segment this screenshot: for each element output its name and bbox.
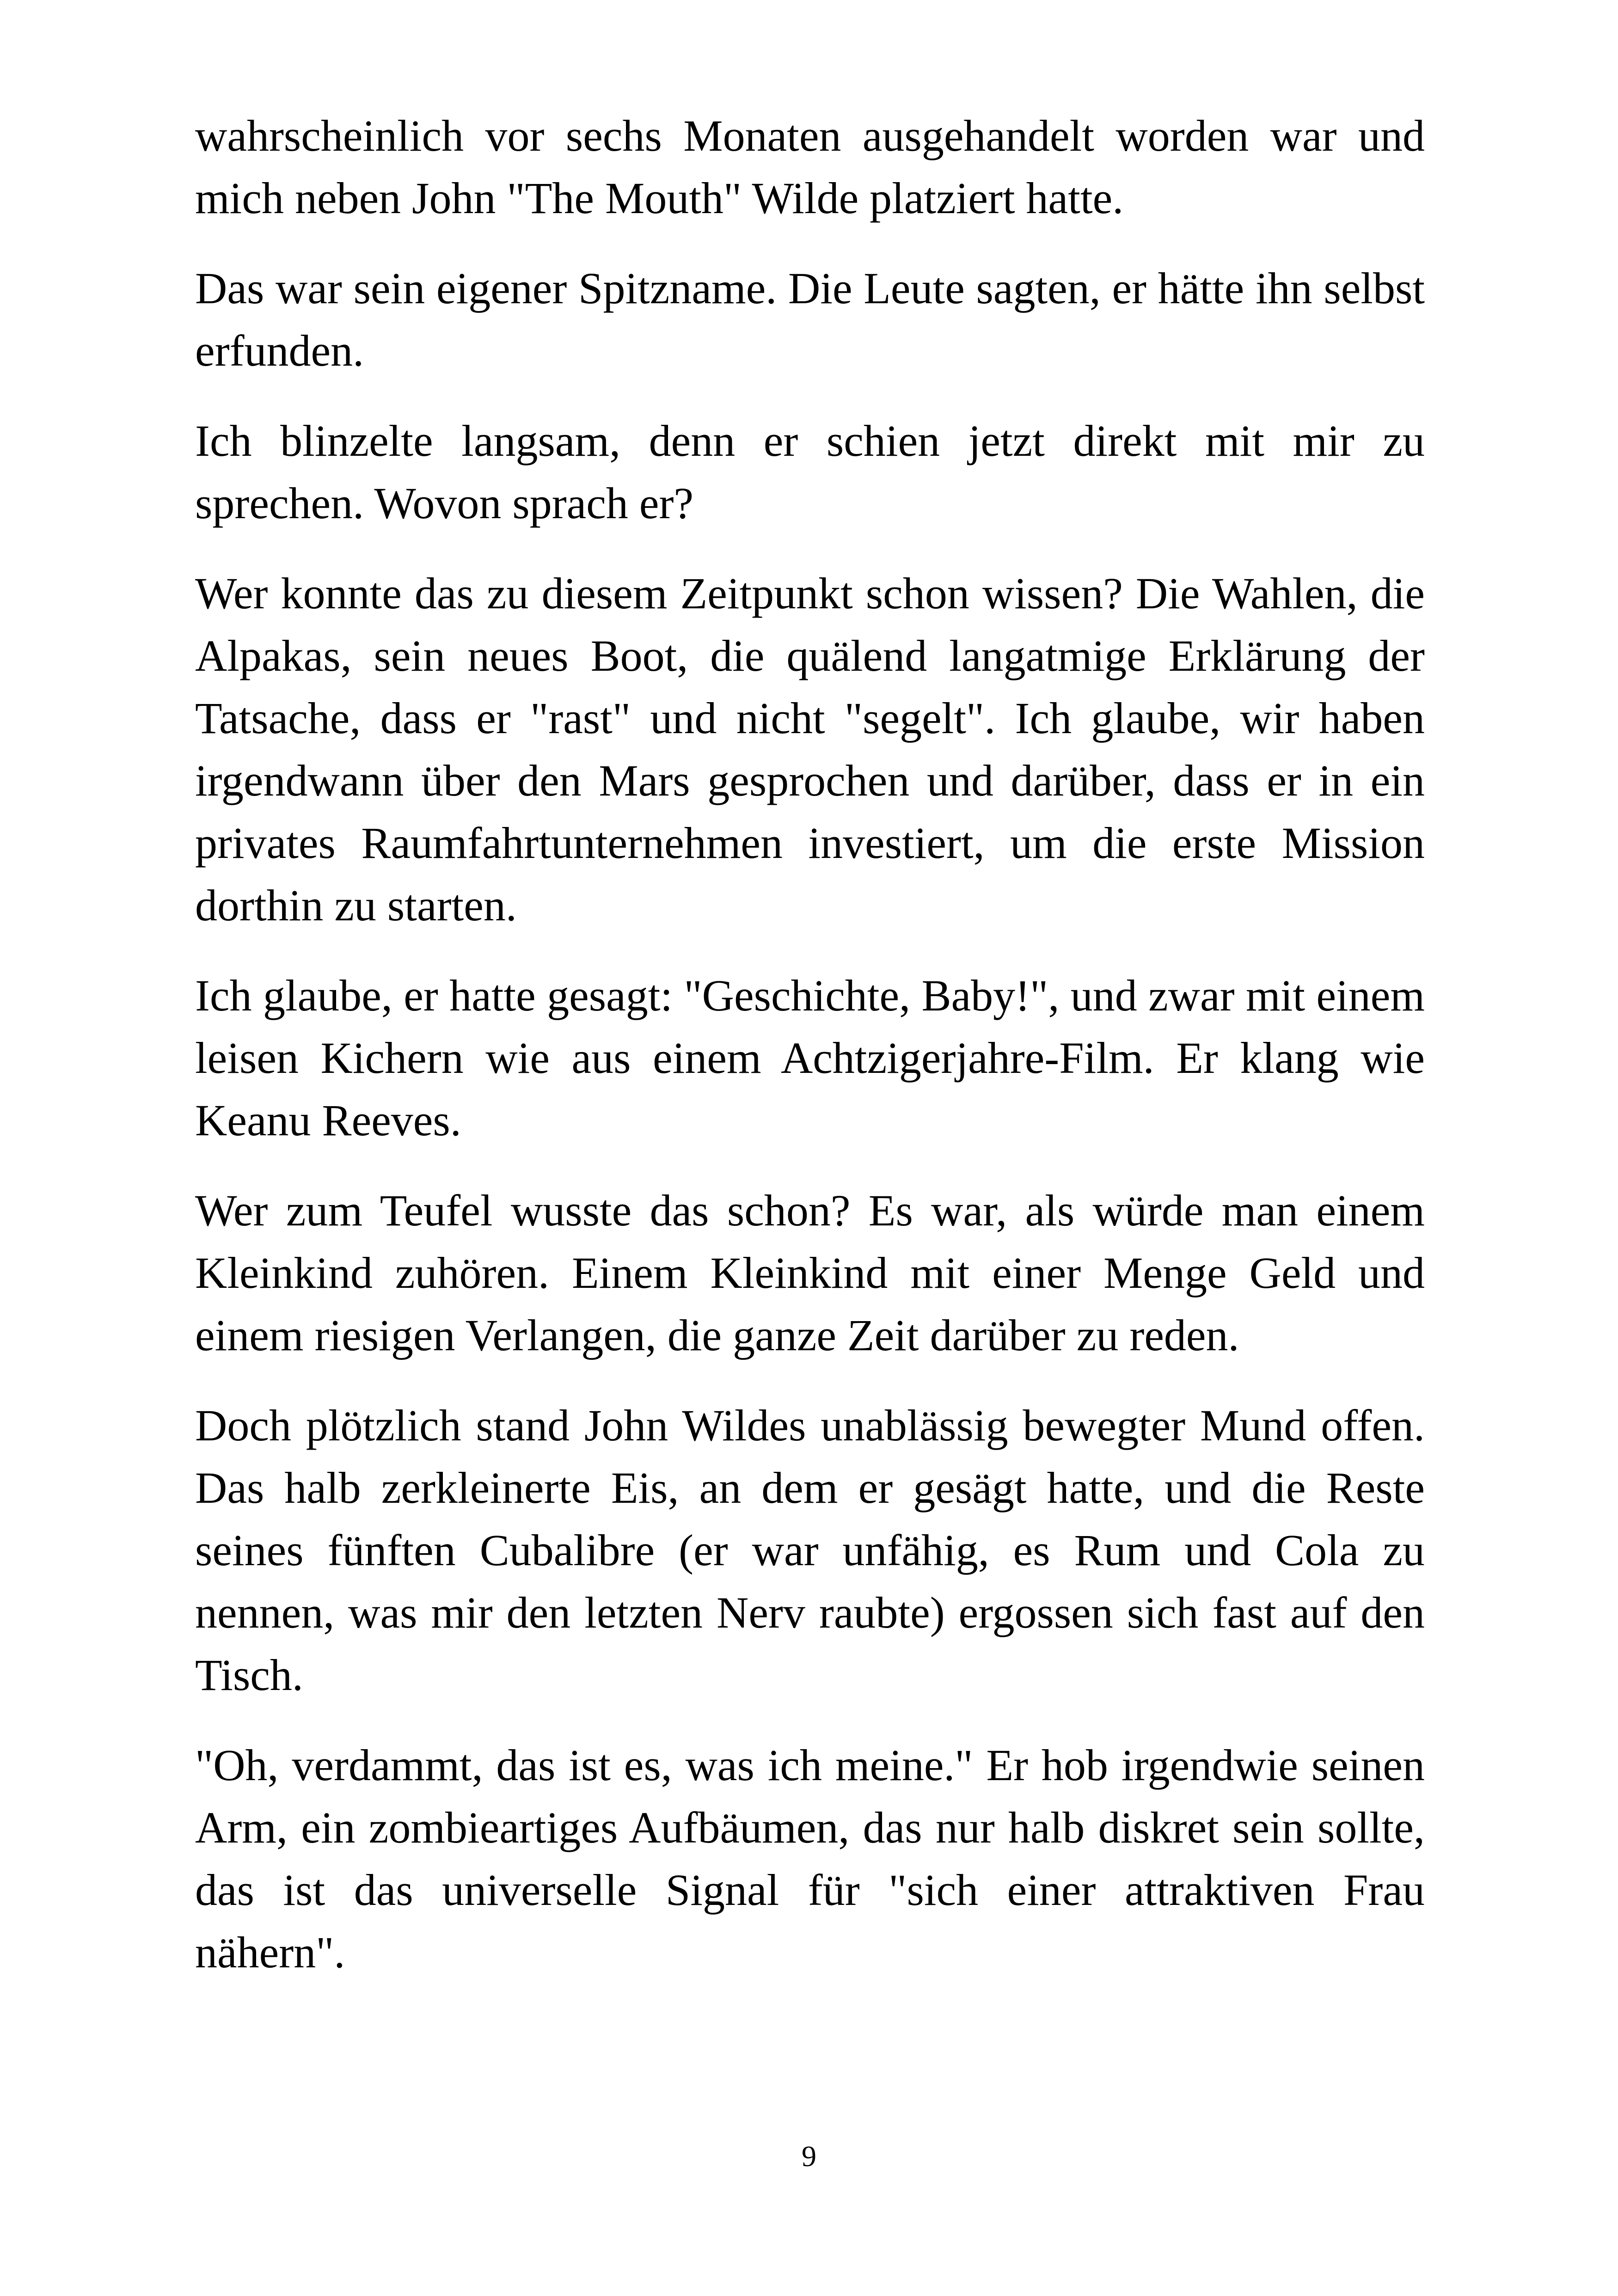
paragraph: Ich blinzelte langsam, denn er schien jetzt direkt mit mir zu sprechen. Wovon sprach er? <box>195 416 1425 528</box>
paragraph: wahrscheinlich vor sechs Monaten ausgehandelt worden war und mich neben John "The Mouth" Wilde platziert hatte. <box>195 111 1425 223</box>
paragraph: Wer zum Teufel wusste das schon? Es war, als würde man einem Kleinkind zuhören. Einem Kleinkind mit einer Menge Geld und einem riesigen Verlangen, die ganze Zeit darüber zu reden. <box>195 1186 1425 1360</box>
paragraph: Ich glaube, er hatte gesagt: "Geschichte, Baby!", und zwar mit einem leisen Kichern wie aus einem Achtzigerjahre-Film. Er klang wie Keanu Reeves. <box>195 971 1425 1145</box>
paragraph: Doch plötzlich stand John Wildes unablässig bewegter Mund offen. Das halb zerkleinerte Eis, an dem er gesägt hatte, und die Reste seines fünften Cubalibre (er war unfähig, es Rum und Cola zu nennen, was mir den letzten Nerv raubte) ergossen sich fast auf den Tisch. <box>195 1401 1425 1700</box>
paragraph: Wer konnte das zu diesem Zeitpunkt schon wissen? Die Wahlen, die Alpakas, sein neues Boot, die quälend langatmige Erklärung der Tatsache, dass er "rast" und nicht "segelt". Ich glaube, wir haben irgendwann über den Mars gesprochen und darüber, dass er in ein privates Raumfahrtunternehmen investiert, um die erste Mission dorthin zu starten. <box>195 569 1425 930</box>
body-text <box>195 104 1425 2011</box>
paragraph: "Oh, verdammt, das ist es, was ich meine." Er hob irgendwie seinen Arm, ein zombieartiges Aufbäumen, das nur halb diskret sein sollte, das ist das universelle Signal für "sich einer attraktiven Frau nähern". <box>195 1740 1425 1977</box>
page-number: 9 <box>802 2140 816 2173</box>
paragraph: Das war sein eigener Spitzname. Die Leute sagten, er hätte ihn selbst erfunden. <box>195 263 1425 375</box>
